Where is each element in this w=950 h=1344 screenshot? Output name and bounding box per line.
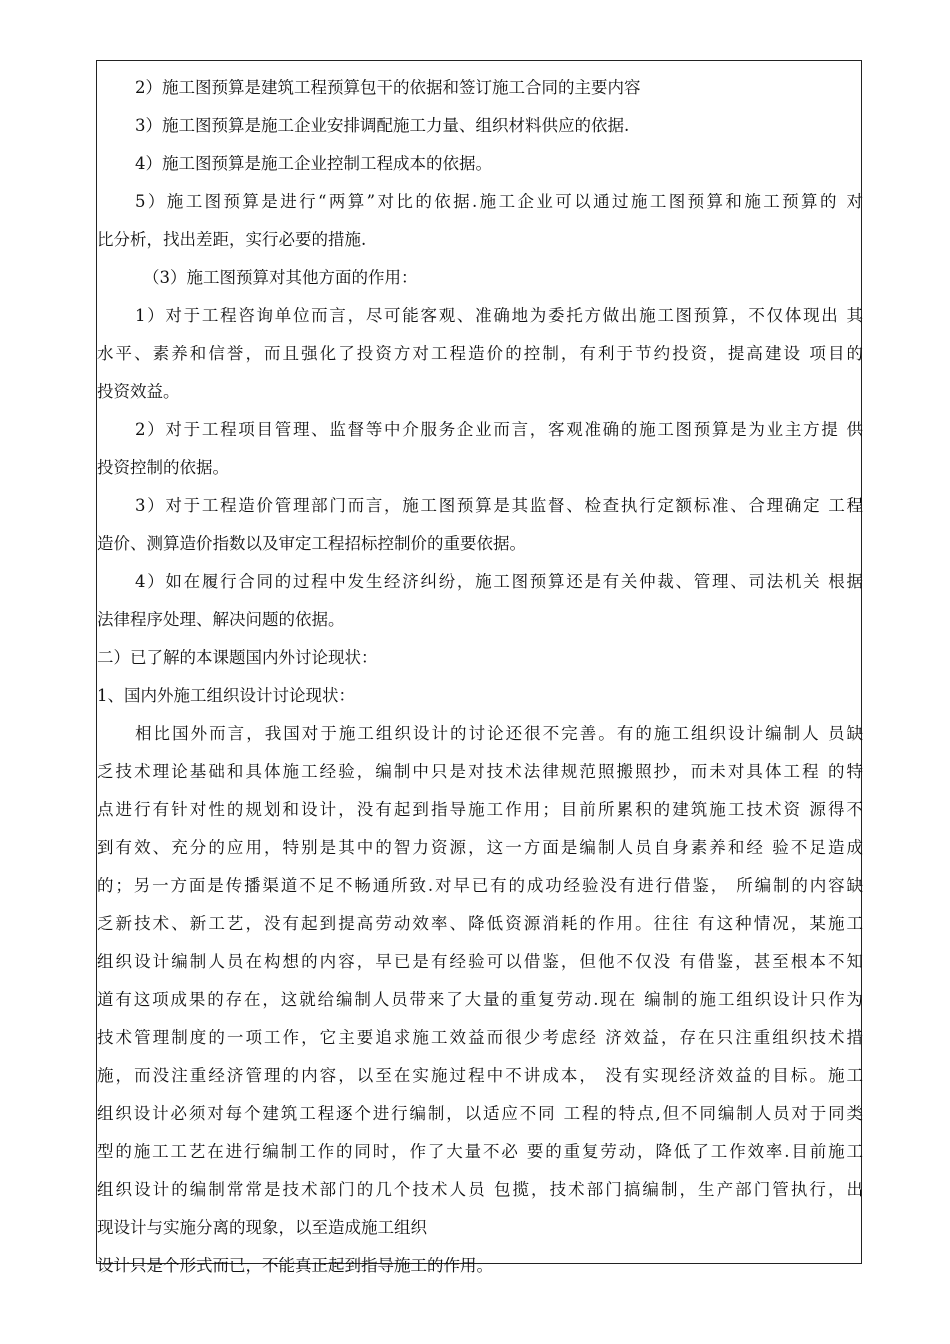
text-line: 设计只是个形式而已，不能真正起到指导施工的作用。 bbox=[97, 1256, 493, 1275]
text-line: 3）施工图预算是施工企业安排调配施工力量、组织材料供应的依据. bbox=[135, 116, 630, 135]
text-line: 4）施工图预算是施工企业控制工程成本的依据。 bbox=[135, 154, 492, 173]
text-line: 2）对于工程项目管理、监督等中介服务企业而言，客观准确的施工图预算是为业主方提 供 bbox=[135, 420, 863, 439]
text-line: 道有这项成果的存在，这就给编制人员带来了大量的重复劳动.现在 编制的施工组织设计只作为 bbox=[97, 990, 863, 1009]
text-line: 的；另一方面是传播渠道不足不畅通所致.对早已有的成功经验没有进行借鉴， 所编制的内容缺 bbox=[97, 876, 863, 895]
text-line: 施，而没注重经济管理的内容，以至在实施过程中不讲成本， 没有实现经济效益的目标。施工 bbox=[97, 1066, 863, 1085]
text-line: 投资控制的依据。 bbox=[97, 458, 229, 477]
document-frame bbox=[96, 60, 863, 1275]
text-line: 5）施工图预算是进行“两算”对比的依据.施工企业可以通过施工图预算和施工预算的 对 bbox=[135, 192, 863, 211]
text-line: 3）对于工程造价管理部门而言，施工图预算是其监督、检查执行定额标准、合理确定 工程 bbox=[135, 496, 863, 515]
text-line: 点进行有针对性的规划和设计，没有起到指导施工作用；目前所累积的建筑施工技术资 源得不 bbox=[97, 800, 863, 819]
section-heading: （3）施工图预算对其他方面的作用： bbox=[143, 268, 418, 287]
text-line: 到有效、充分的应用，特别是其中的智力资源，这一方面是编制人员自身素养和经 验不足造成 bbox=[97, 838, 863, 857]
text-line: 现设计与实施分离的现象，以至造成施工组织 bbox=[97, 1218, 427, 1237]
text-line: 法律程序处理、解决问题的依据。 bbox=[97, 610, 345, 629]
text-line: 水平、素养和信誉，而且强化了投资方对工程造价的控制，有利于节约投资，提高建设 项目的 bbox=[97, 344, 863, 363]
text-line: 乏技术理论基础和具体施工经验，编制中只是对技术法律规范照搬照抄，而未对具体工程 的特 bbox=[97, 762, 863, 781]
text-line: 技术管理制度的一项工作，它主要追求施工效益而很少考虑经 济效益，存在只注重组织技术措 bbox=[97, 1028, 863, 1047]
text-line: 造价、测算造价指数以及审定工程招标控制价的重要依据。 bbox=[97, 534, 526, 553]
text-line: 组织设计编制人员在构想的内容，早已是有经验可以借鉴，但他不仅没 有借鉴，甚至根本不知 bbox=[97, 952, 863, 971]
document-body bbox=[97, 69, 863, 1285]
section-heading: 1、国内外施工组织设计讨论现状： bbox=[97, 686, 355, 705]
text-line: 组织设计的编制常常是技术部门的几个技术人员 包揽，技术部门搞编制，生产部门管执行，出 bbox=[97, 1180, 863, 1199]
text-line: 比分析，找出差距，实行必要的措施. bbox=[97, 230, 367, 249]
text-line: 型的施工工艺在进行编制工作的同时，作了大量不必 要的重复劳动，降低了工作效率.目前施工 bbox=[97, 1142, 863, 1161]
section-heading: 二）已了解的本课题国内外讨论现状： bbox=[97, 648, 378, 667]
text-line: 投资效益。 bbox=[97, 382, 180, 401]
text-line: 相比国外而言，我国对于施工组织设计的讨论还很不完善。有的施工组织设计编制人 员缺 bbox=[135, 724, 863, 743]
text-line: 1）对于工程咨询单位而言，尽可能客观、准确地为委托方做出施工图预算，不仅体现出 其 bbox=[135, 306, 863, 325]
text-line: 2）施工图预算是建筑工程预算包干的依据和签订施工合同的主要内容 bbox=[135, 78, 641, 97]
text-line: 乏新技术、新工艺，没有起到提高劳动效率、降低资源消耗的作用。往往 有这种情况，某施工 bbox=[97, 914, 863, 933]
text-line: 4）如在履行合同的过程中发生经济纠纷，施工图预算还是有关仲裁、管理、司法机关 根据 bbox=[135, 572, 863, 591]
text-line: 组织设计必须对每个建筑工程逐个进行编制，以适应不同 工程的特点,但不同编制人员对于同类 bbox=[97, 1104, 863, 1123]
